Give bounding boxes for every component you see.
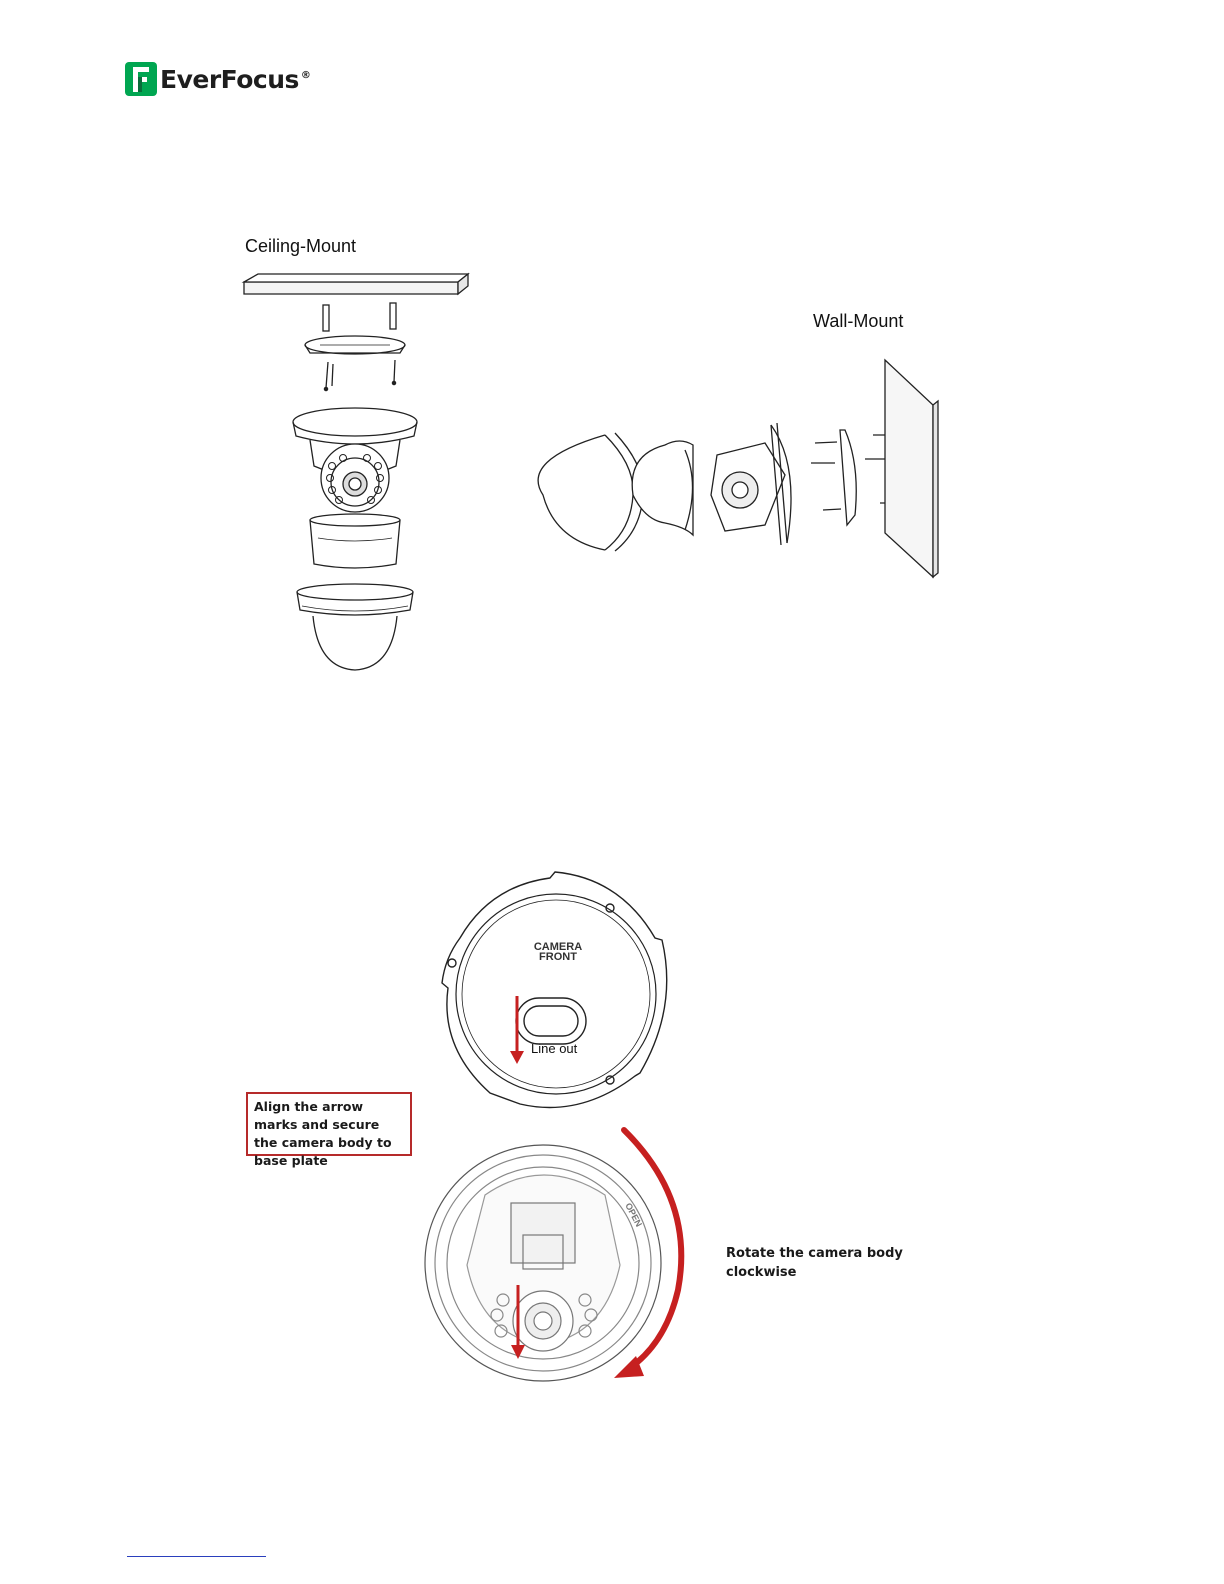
rotate-note: Rotate the camera body clockwise bbox=[726, 1246, 903, 1280]
line-out-label: Line out bbox=[531, 1041, 578, 1056]
wall-mount-label: Wall-Mount bbox=[813, 311, 904, 331]
base-plate-diagram bbox=[430, 868, 680, 1118]
everfocus-logo-icon bbox=[124, 61, 158, 97]
align-note-box bbox=[246, 1092, 412, 1168]
open-mark: OPEN bbox=[623, 1201, 645, 1229]
everfocus-logo bbox=[124, 60, 310, 98]
brand-name: EverFocus ® bbox=[160, 64, 311, 94]
camera-front-line1: CAMERA bbox=[533, 941, 583, 953]
clockwise-arrow bbox=[600, 1120, 700, 1385]
ceiling-mount-label: Ceiling-Mount bbox=[245, 236, 357, 256]
footer-link-underline bbox=[127, 1556, 266, 1557]
align-note-text: Align the arrow marks and secure the camera body to base plate bbox=[254, 1099, 392, 1168]
camera-front-line2: FRONT bbox=[539, 951, 577, 963]
wall-mount-diagram bbox=[535, 355, 945, 585]
ceiling-mount-diagram bbox=[240, 270, 470, 675]
